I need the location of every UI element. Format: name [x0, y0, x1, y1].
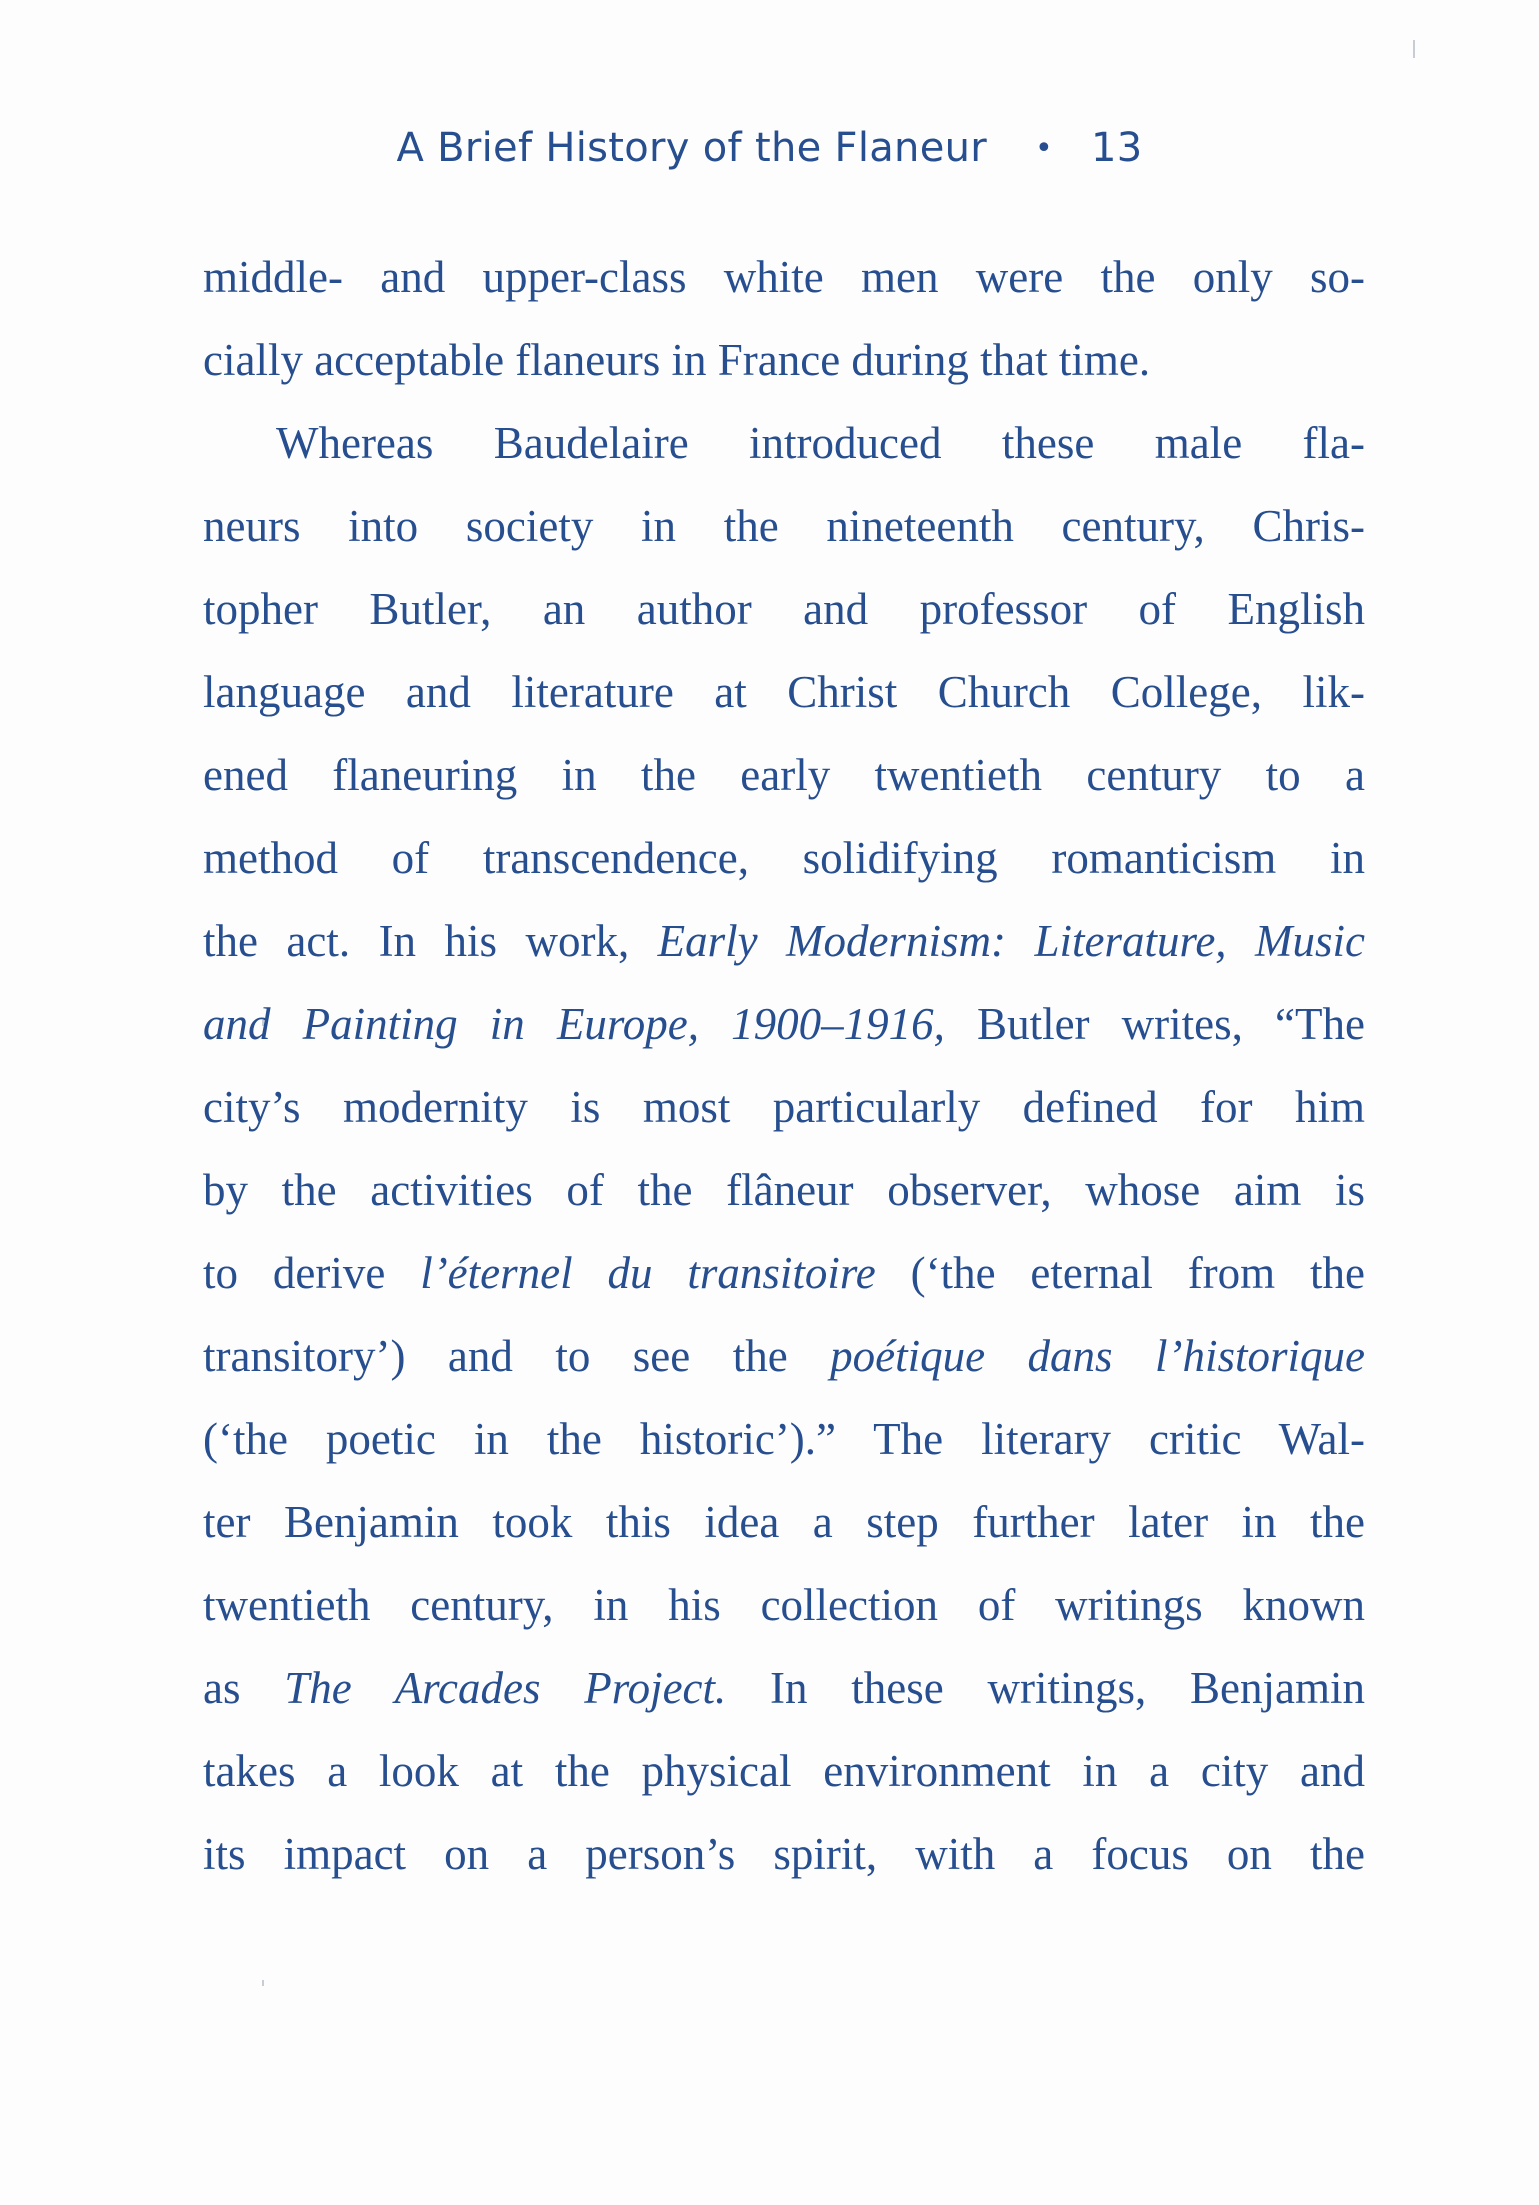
- scan-speck: [1413, 40, 1415, 58]
- text-line: [203, 983, 1365, 1066]
- text-line: [203, 402, 1365, 485]
- text-line: [203, 651, 1365, 734]
- text-line: [203, 1564, 1365, 1647]
- italic-text-run: l’éternel du transitoire: [420, 1248, 876, 1298]
- text-line: [203, 900, 1365, 983]
- page-number: 13: [1091, 125, 1143, 171]
- text-line: [203, 1232, 1365, 1315]
- text-run: ened flaneuring in the early twentieth century to a: [203, 750, 1365, 800]
- text-line: [203, 1066, 1365, 1149]
- text-line: [203, 817, 1365, 900]
- text-run: In these writings, Benjamin: [726, 1663, 1365, 1713]
- italic-text-run: Early Modernism: Literature, Music: [657, 916, 1365, 966]
- italic-text-run: and Painting in Europe, 1900–1916,: [203, 999, 945, 1049]
- italic-text-run: poétique dans l’historique: [830, 1331, 1365, 1381]
- text-line: [203, 1481, 1365, 1564]
- italic-text-run: The Arcades Project.: [284, 1663, 727, 1713]
- text-line: [203, 1647, 1365, 1730]
- text-run: (‘the poetic in the historic’).” The literary critic Wal-: [203, 1414, 1365, 1464]
- text-run: cially acceptable flaneurs in France during that time.: [203, 335, 1151, 385]
- running-title: A Brief History of the Flaneur: [396, 125, 988, 171]
- text-run: by the activities of the flâneur observer, whose aim is: [203, 1165, 1365, 1215]
- text-line: [203, 568, 1365, 651]
- text-run: Whereas Baudelaire introduced these male fla-: [276, 418, 1365, 468]
- text-line: [203, 485, 1365, 568]
- text-run: ter Benjamin took this idea a step further later in the: [203, 1497, 1365, 1547]
- body-text: [203, 236, 1365, 1896]
- text-run: to derive: [203, 1248, 421, 1298]
- text-run: neurs into society in the nineteenth century, Chris-: [203, 501, 1365, 551]
- text-run: Butler writes, “The: [944, 999, 1365, 1049]
- scan-speck: [262, 1980, 264, 1986]
- text-run: method of transcendence, solidifying romanticism in: [203, 833, 1365, 883]
- text-line: [203, 1149, 1365, 1232]
- text-run: (‘the eternal from the: [875, 1248, 1366, 1298]
- text-line: [203, 236, 1365, 319]
- text-line: [203, 734, 1365, 817]
- text-run: twentieth century, in his collection of writings known: [203, 1580, 1365, 1630]
- running-header: [0, 118, 1539, 179]
- text-run: topher Butler, an author and professor of English: [203, 584, 1365, 634]
- text-line: [203, 1813, 1365, 1896]
- text-line: [203, 1730, 1365, 1813]
- text-run: city’s modernity is most particularly defined for him: [203, 1082, 1365, 1132]
- text-run: language and literature at Christ Church College, lik-: [203, 667, 1365, 717]
- text-run: the act. In his work,: [203, 916, 658, 966]
- text-line: [203, 319, 1365, 402]
- text-run: as: [203, 1663, 285, 1713]
- text-run: takes a look at the physical environment in a city and: [203, 1746, 1365, 1796]
- bullet-separator-icon: •: [1035, 131, 1054, 166]
- text-run: its impact on a person’s spirit, with a focus on the: [203, 1829, 1365, 1879]
- text-line: [203, 1315, 1365, 1398]
- text-line: [203, 1398, 1365, 1481]
- text-run: transitory’) and to see the: [203, 1331, 831, 1381]
- text-run: middle- and upper-class white men were the only so-: [203, 252, 1365, 302]
